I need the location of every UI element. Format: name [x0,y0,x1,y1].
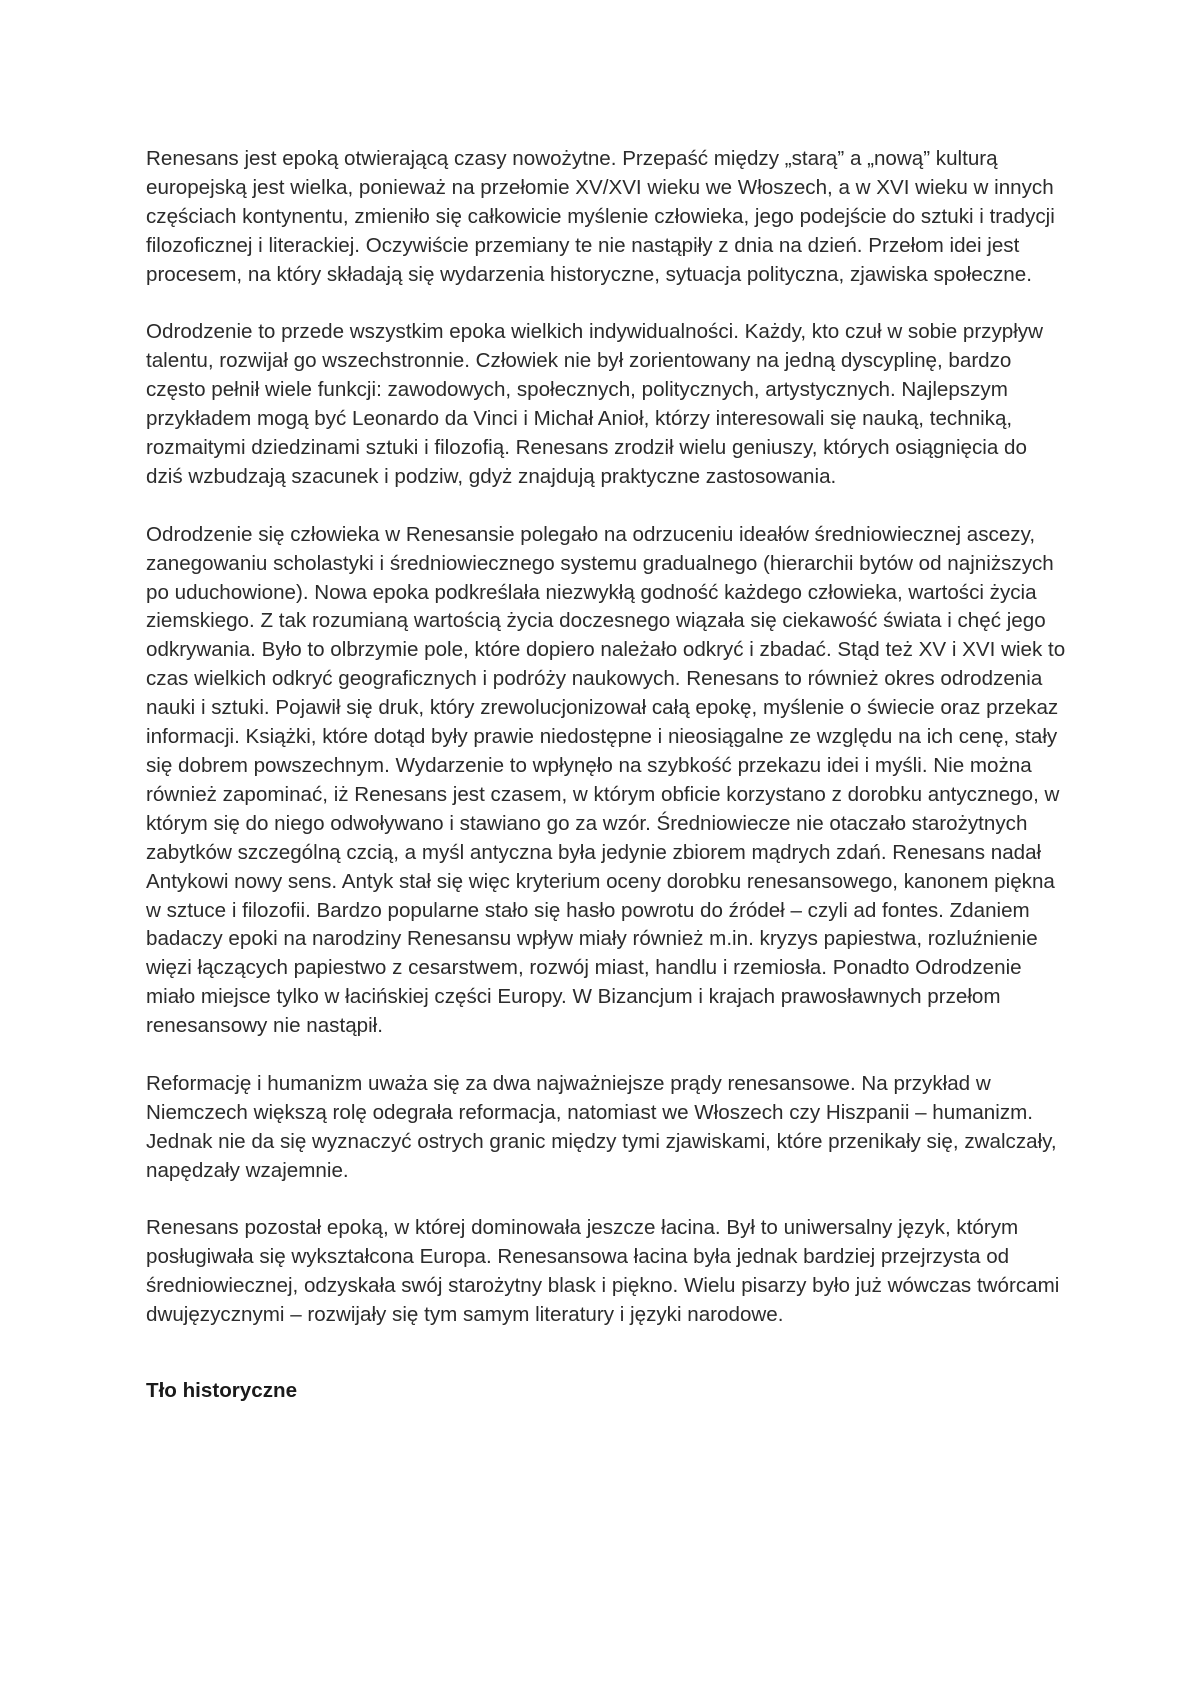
paragraph-1: Renesans jest epoką otwierającą czasy nowożytne. Przepaść między „starą” a „nową” kulturą europejską jest wielka, ponieważ na przełomie XV/XVI wieku we Włoszech, a w XVI wieku w innych częściach kontynentu, zmieniło się całkowicie myślenie człowieka, jego podejście do sztuki i tradycji filozoficznej i literackiej. Oczywiście przemiany te nie nastąpiły z dnia na dzień. Przełom idei jest procesem, na który składają się wydarzenia historyczne, sytuacja polityczna, zjawiska społeczne. [146,147,1055,286]
document-body [146,145,1068,1406]
section-heading: Tło historyczne [146,1379,298,1403]
paragraph-2: Odrodzenie to przede wszystkim epoka wielkich indywidualności. Każdy, kto czuł w sobie przypływ talentu, rozwijał go wszechstronnie. Człowiek nie był zorientowany na jedną dyscyplinę, bardzo często pełnił wiele funkcji: zawodowych, społecznych, politycznych, artystycznych. Najlepszym przykładem mogą być Leonardo da Vinci i Michał Anioł, którzy interesowali się nauką, techniką, rozmaitymi dziedzinami sztuki i filozofią. Renesans zrodził wielu geniuszy, których osiągnięcia do dziś wzbudzają szacunek i podziw, gdyż znajdują praktyczne zastosowania. [146,320,1043,488]
paragraph-3: Odrodzenie się człowieka w Renesansie polegało na odrzuceniu ideałów średniowiecznej ascezy, zanegowaniu scholastyki i średniowiecznego systemu gradualnego (hierarchii bytów od najniższych po uduchowione). Nowa epoka podkreślała niezwykłą godność każdego człowieka, wartości życia ziemskiego. Z tak rozumianą wartością życia doczesnego wiązała się ciekawość świata i chęć jego odkrywania. Było to olbrzymie pole, które dopiero należało odkryć i zbadać. Stąd też XV i XVI wiek to czas wielkich odkryć geograficznych i podróży naukowych. Renesans to również okres odrodzenia nauki i sztuki. Pojawił się druk, który zrewolucjonizował całą epokę, myślenie o świecie oraz przekaz informacji. Książki, które dotąd były prawie niedostępne i nieosiągalne ze względu na ich cenę, stały się dobrem powszechnym. Wydarzenie to wpłynęło na szybkość przekazu idei i myśli. Nie można również zapominać, iż Renesans jest czasem, w którym obficie korzystano z dorobku antycznego, w którym się do niego odwoływano i stawiano go za wzór. Średniowiecze nie otaczało starożytnych zabytków szczególną czcią, a myśl antyczna była jedynie zbiorem mądrych zdań. Renesans nadał Antykowi nowy sens. Antyk stał się więc kryterium oceny dorobku renesansowego, kanonem piękna w sztuce i filozofii. Bardzo popularne stało się hasło powrotu do źródeł – czyli ad fontes. Zdaniem badaczy epoki na narodziny Renesansu wpływ miały również m.in. kryzys papiestwa, rozluźnienie więzi łączących papiestwo z cesarstwem, rozwój miast, handlu i rzemiosła. Ponadto Odrodzenie miało miejsce tylko w łacińskiej części Europy. W Bizancjum i krajach prawosławnych przełom renesansowy nie nastąpił. [146,522,1066,1038]
paragraph-5: Renesans pozostał epoką, w której dominowała jeszcze łacina. Był to uniwersalny język, którym posługiwała się wykształcona Europa. Renesansowa łacina była jednak bardziej przejrzysta od średniowiecznej, odzyskała swój starożytny blask i piękno. Wielu pisarzy było już wówczas twórcami dwujęzycznymi – rozwijały się tym samym literatury i języki narodowe. [146,1216,1060,1327]
paragraph-4: Reformację i humanizm uważa się za dwa najważniejsze prądy renesansowe. Na przykład w Niemczech większą rolę odegrała reformacja, natomiast we Włoszech czy Hiszpanii – humanizm. Jednak nie da się wyznaczyć ostrych granic między tymi zjawiskami, które przenikały się, zwalczały, napędzały wzajemnie. [146,1071,1057,1182]
